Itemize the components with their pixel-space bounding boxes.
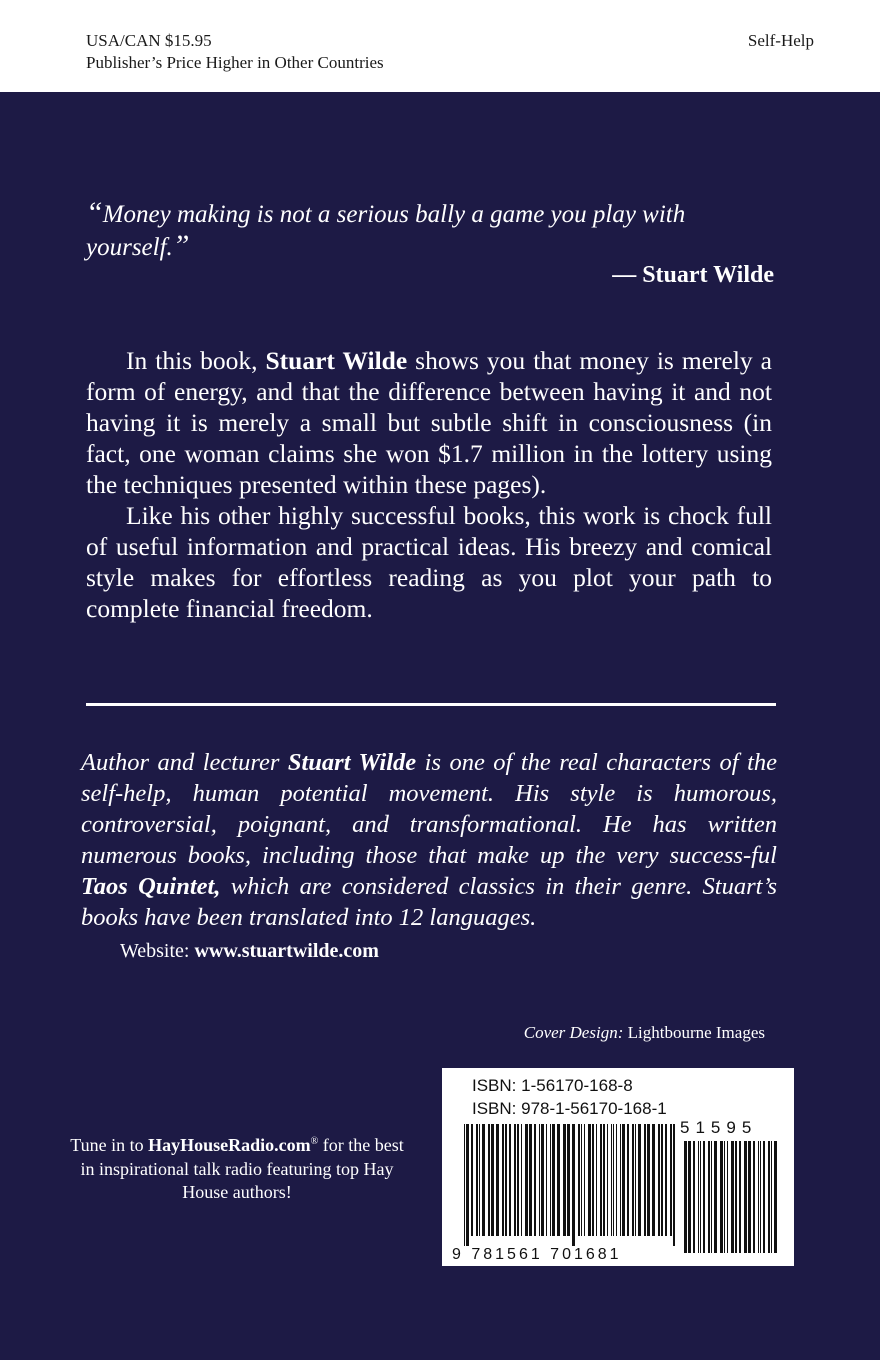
barcode-box: [442, 1068, 794, 1266]
barcode-bar: [509, 1124, 511, 1236]
barcode-bar: [673, 1124, 675, 1246]
description-paragraph-2: Like his other highly successful books, this work is chock full of useful information and practical ideas. His breezy and comical style makes for effortless reading as you plot your path to complete financial freedom.: [86, 501, 772, 623]
author-name: Stuart Wilde: [265, 346, 408, 375]
barcode-bar: [476, 1124, 478, 1236]
barcode-bar: [644, 1124, 646, 1236]
barcode-bar: [525, 1124, 528, 1236]
barcode-bar: [693, 1141, 695, 1253]
description-paragraph-1: In this book, Stuart Wilde shows you that money is merely a form of energy, and that the difference between having it and not having it is merely a small but subtle shift in consciousness (in fact, one woman claims she won $1.7 million in the lottery using the techniques presented within these pages).: [86, 346, 772, 499]
quote-text: Money making is not a serious bally a game you play with yourself.: [86, 201, 686, 261]
barcode-bar: [616, 1124, 617, 1236]
barcode-bar: [774, 1141, 777, 1253]
website-label: Website:: [120, 940, 195, 962]
barcode-bar: [613, 1124, 614, 1236]
isbn-13: ISBN: 978-1-56170-168-1: [472, 1099, 667, 1118]
barcode-bar: [724, 1141, 725, 1253]
barcode-bar: [703, 1141, 705, 1253]
barcode-bar: [600, 1124, 602, 1236]
ean-barcode: [462, 1124, 680, 1246]
open-quote-mark: “: [86, 196, 103, 229]
quote-attribution: — Stuart Wilde: [612, 262, 774, 288]
price-addon-barcode: [682, 1141, 782, 1253]
barcode-bar: [611, 1124, 612, 1236]
author-bio: Author and lecturer Stuart Wilde is one of the real characters of the self-help, human potential movement. His style is humorous, controversial, poignant, and transformational. He has written numerous books, including those that make up the very success-ful Taos Quintet, which are considered classics in their genre. Stuart’s books have been translated into 12 languages.: [81, 749, 777, 931]
radio-promo: Tune in to HayHouseRadio.com® for the best in inspirational talk radio featuring top Hay House authors!: [70, 1135, 404, 1202]
barcode-bar: [578, 1124, 580, 1236]
barcode-bar: [471, 1124, 473, 1236]
barcode-bar: [603, 1124, 605, 1236]
barcode-bar: [491, 1124, 494, 1236]
barcode-bar: [482, 1124, 485, 1236]
barcode-bar: [539, 1124, 540, 1236]
barcode-bar: [711, 1141, 712, 1253]
barcode-bar: [658, 1124, 660, 1236]
barcode-bar: [581, 1124, 582, 1236]
price-addon-bars: [682, 1141, 782, 1253]
barcode-bar: [760, 1141, 761, 1253]
bio-author-name: Stuart Wilde: [287, 749, 417, 776]
barcode-bar: [708, 1141, 710, 1253]
barcode-bar: [748, 1141, 751, 1253]
barcode-bar: [596, 1124, 597, 1236]
book-description: [86, 345, 772, 624]
divider-rule: [86, 703, 776, 706]
barcode-bar: [731, 1141, 734, 1253]
barcode-bar: [521, 1124, 522, 1236]
barcode-bar: [567, 1124, 570, 1236]
barcode-bar: [529, 1124, 532, 1236]
barcode-bar: [502, 1124, 504, 1236]
barcode-bar: [517, 1124, 519, 1236]
category-label: Self-Help: [747, 31, 814, 50]
barcode-bar: [620, 1124, 621, 1236]
credit-value: Lightbourne Images: [623, 1023, 765, 1042]
barcode-bar: [466, 1124, 469, 1246]
ean-barcode-bars: [462, 1124, 680, 1246]
barcode-bar: [684, 1141, 687, 1253]
barcode-bar: [735, 1141, 737, 1253]
barcode-bar: [572, 1124, 575, 1246]
barcode-bar: [763, 1141, 765, 1253]
barcode-bar: [550, 1124, 551, 1236]
price-note: Publisher’s Price Higher in Other Countries: [86, 53, 384, 72]
barcode-bar: [627, 1124, 629, 1236]
barcode-bar: [632, 1124, 634, 1236]
barcode-bar: [622, 1124, 625, 1236]
barcode-bar: [638, 1124, 641, 1236]
barcode-bar: [546, 1124, 547, 1236]
barcode-bar: [768, 1141, 770, 1253]
ean-digits: 9 781561 701681: [452, 1246, 622, 1263]
barcode-bar: [505, 1124, 507, 1236]
cover-design-credit: [524, 1022, 765, 1044]
barcode-bar: [739, 1141, 741, 1253]
barcode-bar: [635, 1124, 636, 1236]
website-url[interactable]: www.stuartwilde.com: [194, 940, 379, 962]
barcode-bar: [652, 1124, 655, 1236]
barcode-bar: [670, 1124, 672, 1236]
isbn-10: ISBN: 1-56170-168-8: [472, 1076, 633, 1095]
close-quote-mark: ”: [172, 229, 190, 262]
barcode-bar: [665, 1124, 667, 1236]
barcode-bar: [714, 1141, 717, 1253]
barcode-bar: [514, 1124, 516, 1236]
barcode-bar: [534, 1124, 536, 1236]
price-addon-digits: 51595: [680, 1118, 758, 1137]
barcode-bar: [479, 1124, 480, 1236]
barcode-bar: [464, 1124, 465, 1246]
series-name: Taos Quintet,: [81, 873, 221, 900]
price-info: [86, 30, 384, 74]
radio-site[interactable]: HayHouseRadio.com: [148, 1135, 311, 1155]
barcode-bar: [758, 1141, 759, 1253]
barcode-bar: [552, 1124, 555, 1236]
barcode-bar: [496, 1124, 499, 1236]
barcode-bar: [488, 1124, 490, 1236]
barcode-bar: [563, 1124, 566, 1236]
price-line: USA/CAN $15.95: [86, 31, 212, 50]
barcode-bar: [720, 1141, 723, 1253]
barcode-bar: [607, 1124, 608, 1236]
barcode-bar: [700, 1141, 701, 1253]
barcode-bar: [584, 1124, 585, 1236]
barcode-bar: [698, 1141, 699, 1253]
author-website: [120, 937, 379, 965]
price-header-band: [0, 0, 880, 92]
pull-quote: [86, 197, 776, 263]
credit-label: Cover Design:: [523, 1023, 624, 1042]
barcode-bar: [557, 1124, 560, 1236]
barcode-bar: [661, 1124, 663, 1236]
barcode-bar: [541, 1124, 544, 1236]
barcode-bar: [753, 1141, 755, 1253]
barcode-bar: [588, 1124, 591, 1236]
barcode-bar: [771, 1141, 772, 1253]
barcode-bar: [647, 1124, 650, 1236]
barcode-bar: [688, 1141, 691, 1253]
barcode-bar: [727, 1141, 728, 1253]
registered-mark: ®: [310, 1136, 319, 1147]
barcode-bar: [592, 1124, 594, 1236]
barcode-bar: [744, 1141, 747, 1253]
